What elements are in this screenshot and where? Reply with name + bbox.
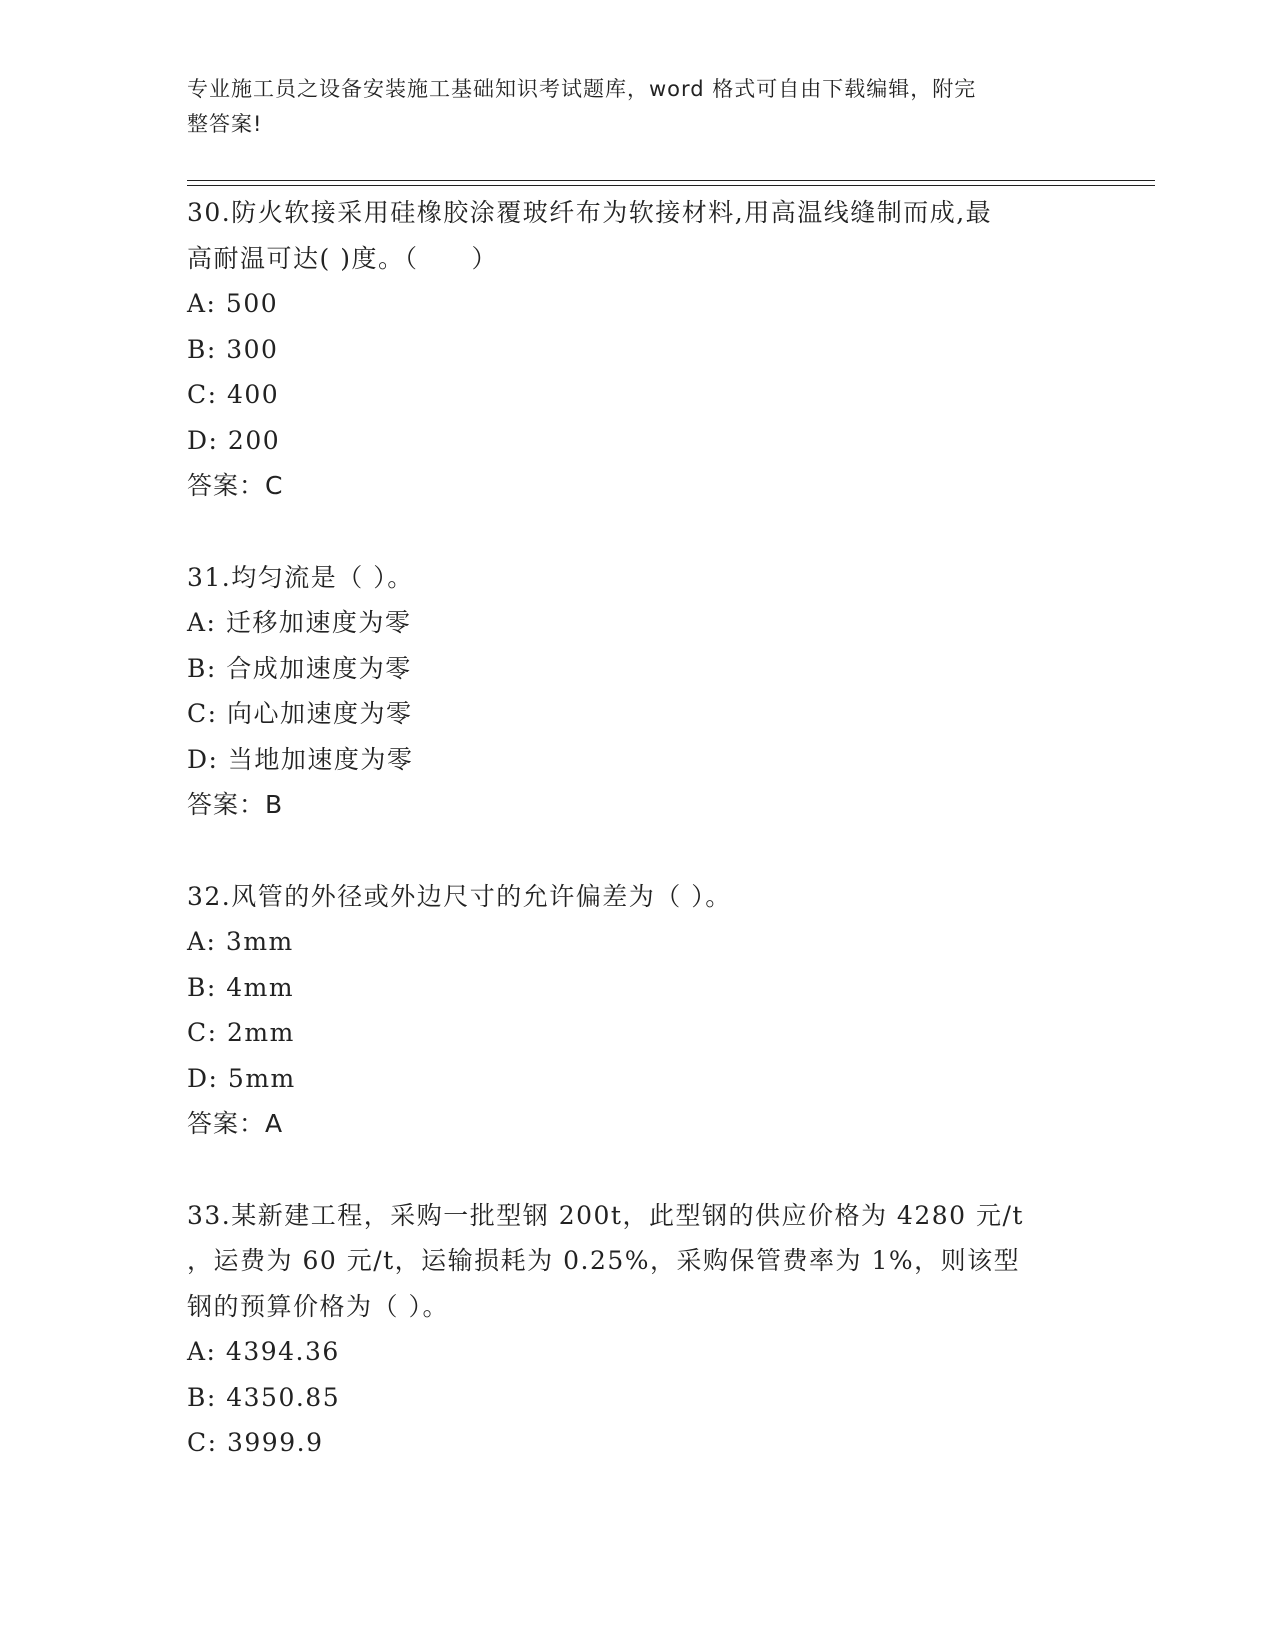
option-d: D: 当地加速度为零: [187, 744, 414, 774]
option-a: A: 迁移加速度为零: [187, 608, 412, 637]
question-spacer: [187, 1147, 1087, 1193]
question-32: [187, 874, 1087, 1147]
option-c: C: 向心加速度为零: [187, 699, 413, 728]
header-line-2: 整答案!: [187, 112, 263, 136]
option-d: D: 5mm: [187, 1063, 296, 1093]
question-list: [187, 190, 1087, 1466]
option-b: B: 合成加速度为零: [187, 653, 412, 683]
option-c: C: 2mm: [187, 1018, 295, 1047]
question-spacer: [187, 828, 1087, 874]
question-text-line: 高耐温可达( )度。（ ）: [187, 243, 498, 273]
answer-line: 答案：A: [187, 1109, 284, 1138]
option-d: D: 200: [187, 425, 281, 455]
question-31: [187, 555, 1087, 828]
question-text-line: 32.风管的外径或外边尺寸的允许偏差为（ ）。: [187, 881, 732, 911]
header-line-1: 专业施工员之设备安装施工基础知识考试题库，word 格式可自由下载编辑，附完: [187, 77, 977, 101]
option-b: B: 4mm: [187, 972, 295, 1002]
answer-line: 答案：B: [187, 790, 284, 819]
question-spacer: [187, 509, 1087, 555]
option-a: A: 3mm: [187, 927, 294, 956]
question-30: [187, 190, 1087, 509]
header-divider-top: [187, 180, 1155, 181]
option-a: A: 500: [187, 289, 279, 318]
document-header: [187, 72, 1067, 142]
question-text-line: 钢的预算价格为（ ）。: [187, 1291, 449, 1321]
question-33: [187, 1193, 1087, 1466]
option-a: A: 4394.36: [187, 1337, 340, 1366]
question-text-line: 30.防火软接采用硅橡胶涂覆玻纤布为软接材料,用高温线缝制而成,最: [187, 198, 993, 227]
answer-line: 答案：C: [187, 471, 284, 500]
option-c: C: 400: [187, 380, 280, 409]
question-text-line: 31.均匀流是（ ）。: [187, 562, 414, 592]
question-text-line: 33.某新建工程，采购一批型钢 200t，此型钢的供应价格为 4280 元/t: [187, 1200, 1024, 1230]
option-b: B: 300: [187, 334, 279, 364]
header-divider-bottom: [187, 185, 1155, 186]
option-b: B: 4350.85: [187, 1382, 341, 1412]
option-c: C: 3999.9: [187, 1428, 324, 1457]
question-text-line: ，运费为 60 元/t，运输损耗为 0.25%，采购保管费率为 1%，则该型: [187, 1246, 1021, 1275]
